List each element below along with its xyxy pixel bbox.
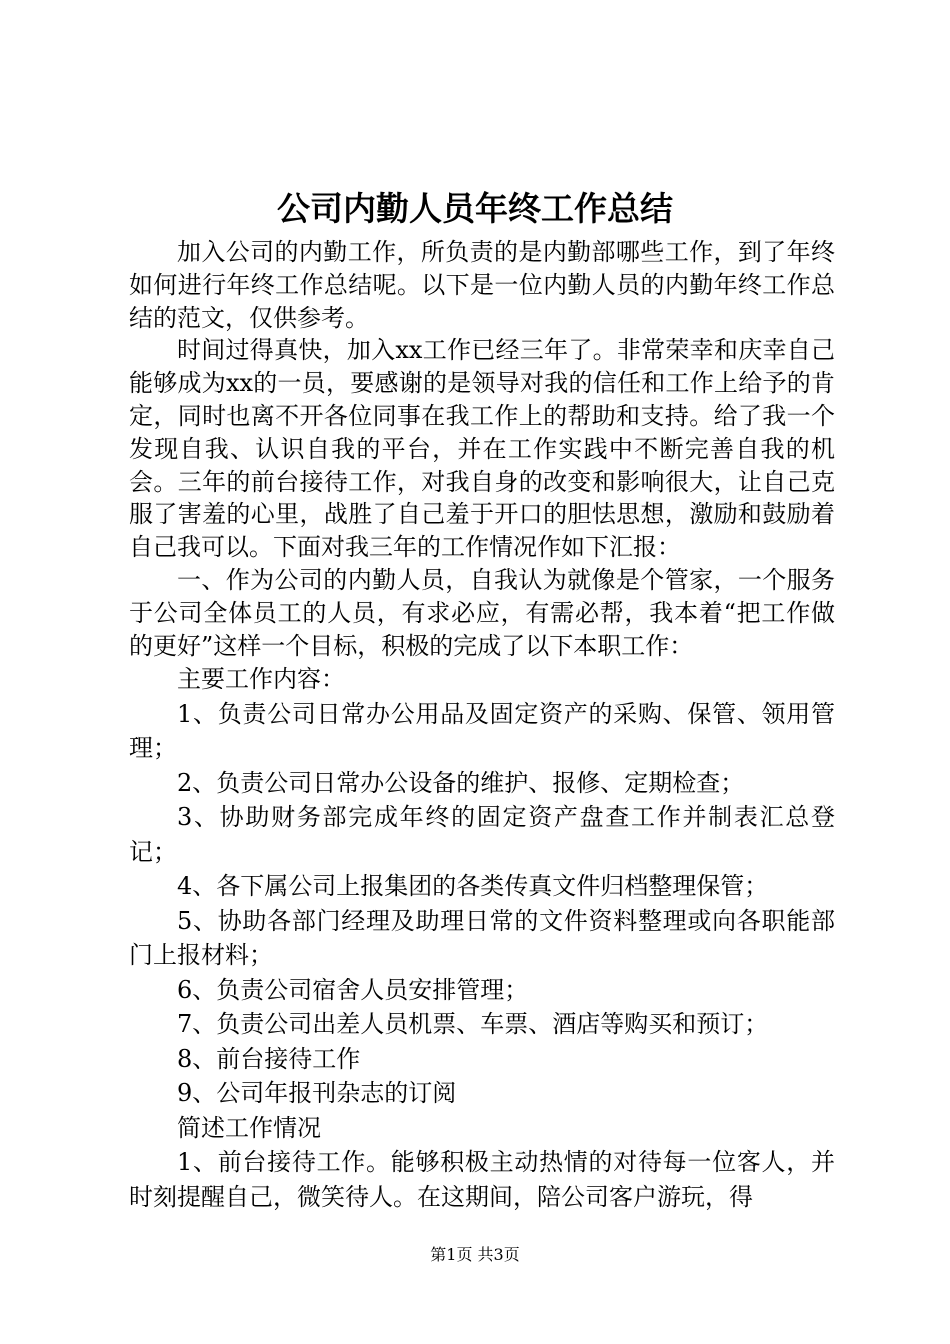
document-body [129,236,835,1214]
section-heading: 主要工作内容： [177,665,345,694]
body-paragraph: 一、作为公司的内勤人员，自我认为就像是个管家，一个服务于公司全体员工的人员，有求必应，有需必帮，我本着“把工作做的更好”这样一个目标，积极的完成了以下本职工作： [129,565,835,660]
duty-item: 6、负责公司宿舍人员安排管理； [177,975,529,1004]
intro-paragraph: 加入公司的内勤工作，所负责的是内勤部哪些工作，到了年终如何进行年终工作总结呢。以下是一位内勤人员的内勤年终工作总结的范文，仅供参考。 [129,238,835,332]
document-title: 公司内勤人员年终工作总结 [277,189,673,228]
section-heading: 简述工作情况 [177,1113,321,1142]
duty-item: 7、负责公司出差人员机票、车票、酒店等购买和预订； [177,1010,769,1039]
duty-item: 2、负责公司日常办公设备的维护、报修、定期检查； [177,768,745,797]
duty-item: 4、各下属公司上报集团的各类传真文件归档整理保管； [177,872,769,901]
duty-item: 5、协助各部门经理及助理日常的文件资料整理或向各职能部门上报材料； [129,906,835,970]
page-number-footer: 第1页 共3页 [430,1245,520,1264]
summary-paragraph: 1、前台接待工作。能够积极主动热情的对待每一位客人，并时刻提醒自己，微笑待人。在这期间，陪公司客户游玩，得 [129,1148,835,1211]
duty-item: 3、协助财务部完成年终的固定资产盘查工作并制表汇总登记； [129,803,835,866]
body-paragraph: 时间过得真快，加入xx工作已经三年了。非常荣幸和庆幸自己能够成为xx的一员，要感谢的是领导对我的信任和工作上给予的肯定，同时也离不开各位同事在我工作上的帮助和支持。给了我一个发现自我、认识自我的平台，并在工作实践中不断完善自我的机会。三年的前台接待工作，对我自身的改变和影响很大，让自己克服了害羞的心里，战胜了自己羞于开口的胆怯思想，激励和鼓励着自己我可以。下面对我三年的工作情况作如下汇报： [129,336,835,562]
duty-item: 9、公司年报刊杂志的订阅 [177,1079,457,1108]
duty-item: 8、前台接待工作 [177,1044,361,1073]
duty-item: 1、负责公司日常办公用品及固定资产的采购、保管、领用管理； [129,699,835,763]
